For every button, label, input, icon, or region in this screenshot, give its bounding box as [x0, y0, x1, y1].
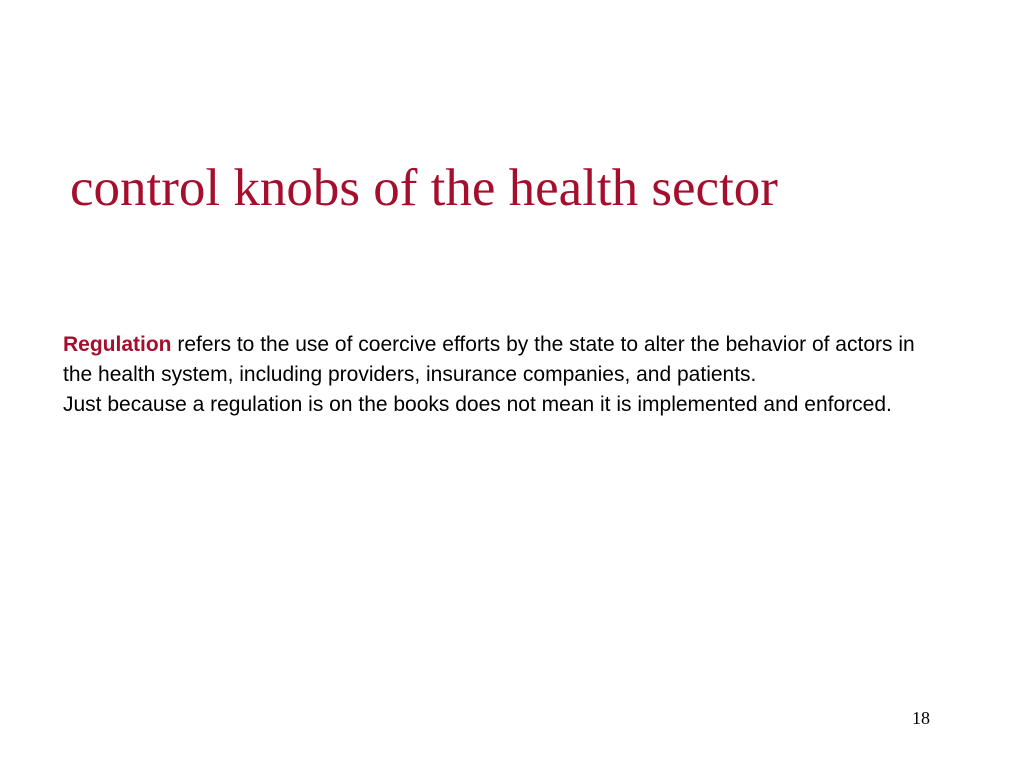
- slide-number: 18: [912, 708, 930, 728]
- definition-paragraph: [63, 330, 933, 390]
- definition-text: refers to the use of coercive efforts by the state to alter the behavior of actors in the health system, including providers, insurance companies, and patients.: [63, 333, 915, 386]
- implementation-note: Just because a regulation is on the books does not mean it is implemented and enforced.: [63, 393, 892, 416]
- regulation-term: Regulation: [63, 333, 172, 356]
- slide-body: [63, 330, 933, 420]
- slide-title: control knobs of the health sector: [70, 159, 778, 217]
